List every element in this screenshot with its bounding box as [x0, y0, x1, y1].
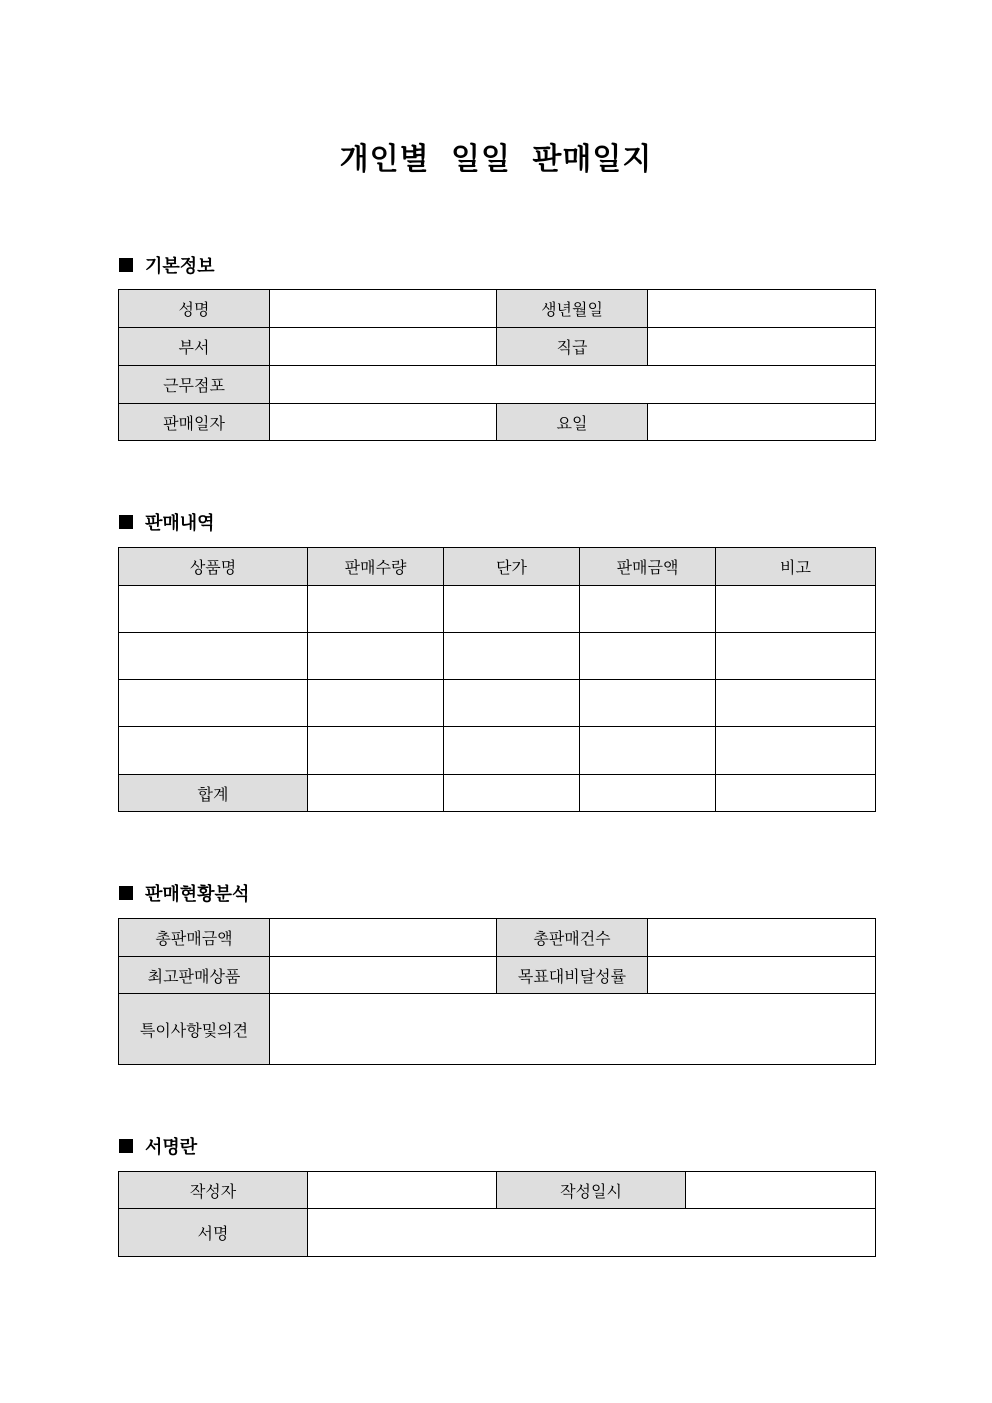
total-amount-cell[interactable] [580, 775, 716, 812]
quantity-cell[interactable] [308, 633, 444, 680]
amount-cell[interactable] [580, 680, 716, 727]
section-heading-label: 판매현황분석 [145, 884, 250, 905]
total-sales-amount-label: 총판매금액 [119, 919, 270, 957]
sale-date-field[interactable] [270, 404, 497, 441]
table-header-row [119, 548, 876, 586]
table-row [119, 1172, 876, 1209]
notes-label: 특이사항및의견 [119, 994, 270, 1065]
quantity-cell[interactable] [308, 727, 444, 775]
column-header-amount: 판매금액 [580, 548, 716, 586]
weekday-label: 요일 [497, 404, 648, 441]
store-field[interactable] [270, 366, 876, 404]
total-sales-count-label: 총판매건수 [497, 919, 648, 957]
department-label: 부서 [119, 328, 270, 366]
writer-label: 작성자 [119, 1172, 308, 1209]
sale-date-label: 판매일자 [119, 404, 270, 441]
section-heading-basic [119, 252, 215, 278]
product-cell[interactable] [119, 586, 308, 633]
total-sales-count-field[interactable] [648, 919, 876, 957]
notes-field[interactable] [270, 994, 876, 1065]
signature-label: 서명 [119, 1209, 308, 1257]
weekday-field[interactable] [648, 404, 876, 441]
written-at-label: 작성일시 [497, 1172, 686, 1209]
goal-rate-field[interactable] [648, 957, 876, 994]
table-row [119, 290, 876, 328]
section-heading-analysis [119, 880, 249, 906]
product-cell[interactable] [119, 680, 308, 727]
table-row [119, 404, 876, 441]
best-product-label: 최고판매상품 [119, 957, 270, 994]
table-row [119, 727, 876, 775]
goal-rate-label: 목표대비달성률 [497, 957, 648, 994]
square-bullet-icon [119, 515, 133, 529]
unit-price-cell[interactable] [444, 633, 580, 680]
column-header-product: 상품명 [119, 548, 308, 586]
signature-table [118, 1171, 876, 1257]
table-row [119, 994, 876, 1065]
column-header-remarks: 비고 [716, 548, 876, 586]
writer-field[interactable] [308, 1172, 497, 1209]
quantity-cell[interactable] [308, 680, 444, 727]
square-bullet-icon [119, 258, 133, 272]
unit-price-cell[interactable] [444, 680, 580, 727]
signature-field[interactable] [308, 1209, 876, 1257]
written-at-field[interactable] [686, 1172, 876, 1209]
section-heading-label: 기본정보 [145, 256, 215, 277]
total-label: 합계 [119, 775, 308, 812]
total-quantity-cell[interactable] [308, 775, 444, 812]
total-sales-amount-field[interactable] [270, 919, 497, 957]
column-header-unit-price: 단가 [444, 548, 580, 586]
name-label: 성명 [119, 290, 270, 328]
section-heading-sales [119, 509, 215, 535]
store-label: 근무점포 [119, 366, 270, 404]
quantity-cell[interactable] [308, 586, 444, 633]
table-row [119, 919, 876, 957]
remarks-cell[interactable] [716, 633, 876, 680]
total-row [119, 775, 876, 812]
amount-cell[interactable] [580, 586, 716, 633]
sales-table [118, 547, 876, 812]
rank-field[interactable] [648, 328, 876, 366]
table-row [119, 633, 876, 680]
total-remarks-cell[interactable] [716, 775, 876, 812]
best-product-field[interactable] [270, 957, 497, 994]
table-row [119, 586, 876, 633]
remarks-cell[interactable] [716, 727, 876, 775]
table-row [119, 680, 876, 727]
unit-price-cell[interactable] [444, 727, 580, 775]
remarks-cell[interactable] [716, 586, 876, 633]
unit-price-cell[interactable] [444, 586, 580, 633]
document-title: 개인별 일일 판매일지 [339, 142, 653, 177]
section-heading-label: 판매내역 [145, 513, 215, 534]
basic-info-table [118, 289, 876, 441]
amount-cell[interactable] [580, 727, 716, 775]
square-bullet-icon [119, 886, 133, 900]
section-heading-signature [119, 1133, 197, 1159]
remarks-cell[interactable] [716, 680, 876, 727]
product-cell[interactable] [119, 727, 308, 775]
section-heading-label: 서명란 [145, 1137, 198, 1158]
name-field[interactable] [270, 290, 497, 328]
table-row [119, 328, 876, 366]
column-header-quantity: 판매수량 [308, 548, 444, 586]
amount-cell[interactable] [580, 633, 716, 680]
square-bullet-icon [119, 1139, 133, 1153]
rank-label: 직급 [497, 328, 648, 366]
department-field[interactable] [270, 328, 497, 366]
table-row [119, 366, 876, 404]
birth-date-field[interactable] [648, 290, 876, 328]
table-row [119, 1209, 876, 1257]
birth-date-label: 생년월일 [497, 290, 648, 328]
table-row [119, 957, 876, 994]
product-cell[interactable] [119, 633, 308, 680]
total-unit-price-cell[interactable] [444, 775, 580, 812]
analysis-table [118, 918, 876, 1065]
